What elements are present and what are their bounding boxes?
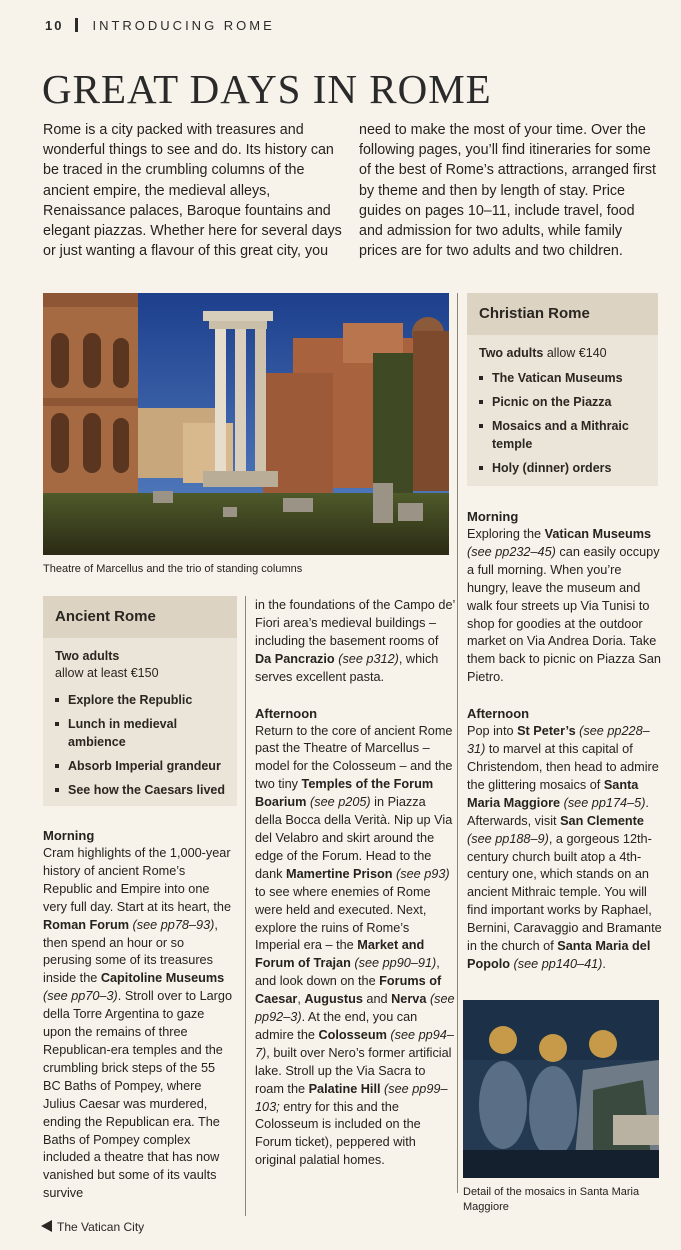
list-item: The Vatican Museums (479, 369, 646, 387)
footer-link[interactable] (41, 1220, 144, 1234)
page-number: 10 (45, 18, 64, 33)
list-item: Mosaics and a Mithraic temple (479, 417, 646, 453)
running-header (45, 18, 275, 33)
bullet-icon (479, 376, 483, 380)
bullet-icon (479, 424, 483, 428)
ancient-afternoon-text: in the foundations of the Campo de’ Fiori area’s medieval buildings – including the basement rooms of Da Pancrazio (see p312), which serves excellent pasta. Afternoon Return to the core of ancient Rome past the Theatre of Marcellus – model for the Colosseum – and the two tiny Temples of the Forum Boarium (see p205) in Piazza della Bocca della Verità. Nip up Via del Velabro and skirt around the edge of the Forum. Head to the dank Mamertine Prison (see p93) to see where enemies of Rome were held and executed. Next, explore the ruins of Rome’s Imperial era – the Market and Forum of Trajan (see pp90–91), and look down on the Forums of Caesar, Augustus and Nerva (see pp92–3). At the end, you can admire the Colosseum (see pp94–7), built over Nero’s former artificial lake. Stroll up the Via Sacra to roam the Palatine Hill (see pp99–103; entry for this and the Colosseum is included on the Forum ticket), peppered with original palatial homes. (255, 598, 455, 1168)
list-item: Holy (dinner) orders (479, 459, 646, 477)
christian-price-text: allow €140 (546, 346, 607, 360)
photo-caption-mosaic: Detail of the mosaics in Santa Maria Maggiore (463, 1186, 640, 1213)
bullet-icon (479, 466, 483, 470)
bullet-icon (55, 764, 59, 768)
afternoon-heading: Afternoon (255, 705, 318, 721)
photo-caption-main: Theatre of Marcellus and the trio of standing columns (43, 563, 303, 575)
ancient-price-label: Two adults (55, 649, 120, 663)
page-title: GREAT DAYS IN ROME (42, 66, 492, 112)
column-rule-1 (245, 596, 246, 1216)
list-item: Absorb Imperial grandeur (55, 757, 225, 775)
intro-right: need to make the most of your time. Over the following pages, you’ll find itineraries for some of the best of Rome’s attractions, arranged first by theme and then by length of stay. Price guides on pages 10–11, include travel, food and admission for two adults, while family prices are for two adults and two children. (359, 122, 656, 260)
christian-rome-box-title: Christian Rome (467, 293, 658, 335)
mosaic-photo (463, 1000, 659, 1178)
list-item: Picnic on the Piazza (479, 393, 646, 411)
list-item: Lunch in medieval ambience (55, 715, 225, 751)
bullet-icon (55, 698, 59, 702)
list-item: See how the Caesars lived (55, 781, 225, 799)
arrow-left-icon (41, 1220, 52, 1232)
christian-itinerary-text: Morning Exploring the Vatican Museums (see pp232–45) can easily occupy a full morning. When you’re hungry, leave the museum and walk four streets up Via Tunisi to shop for goodies at the outdoor market on Via Andrea Doria. Take them back to picnic on Piazza San Pietro. Afternoon Pop into St Peter’s (see pp228–31) to marvel at this capital of Christendom, then head to admire the glittering mosaics of Santa Maria Maggiore (see pp174–5). Afterwards, visit San Clemente (see pp188–9), a gorgeous 12th-century church built atop a 4th-century one, which stands on an ancient Mithraic temple. You will find important works by Raphael, Bernini, Caravaggio and Bramante in the church of Santa Maria del Popolo (see pp140–41). (467, 509, 662, 971)
column-rule-2 (457, 293, 458, 1193)
footer-link-label: The Vatican City (57, 1220, 145, 1234)
bullet-icon (479, 400, 483, 404)
header-divider (75, 18, 78, 32)
christian-price-label: Two adults (479, 346, 544, 360)
ancient-rome-box-title: Ancient Rome (43, 596, 237, 638)
intro-left: Rome is a city packed with treasures and wonderful things to see and do. Its history can be traced in the crumbling columns of the ancient empire, the medieval alleys, Renaissance palaces, Baroque fountains and elegant piazzas. Whether here for several days or just wanting a flavour of this great city, you (43, 122, 342, 260)
bullet-icon (55, 722, 59, 726)
bullet-icon (55, 788, 59, 792)
ancient-morning-text: Morning Cram highlights of the 1,000-year history of ancient Rome’s Republic and Empire into one very full day. Start at its heart, the Roman Forum (see pp78–93), then spend an hour or so perusing some of its treasures inside the Capitoline Museums (see pp70–3). Stroll over to Largo della Torre Argentina to gaze upon the remains of three Republican-era temples and the crumbling brick steps of the 55 BC Baths of Pompey, where Julius Caesar was murdered, ending the Republican era. The Baths of Pompey complex included a theatre that has now vanished but some of its vaults survive (43, 828, 233, 1201)
christian-rome-box (467, 293, 658, 486)
ancient-rome-box (43, 596, 237, 806)
morning-heading: Morning (43, 828, 95, 843)
afternoon-heading: Afternoon (467, 706, 530, 722)
list-item: Explore the Republic (55, 691, 225, 709)
section-title: INTRODUCING ROME (92, 18, 275, 33)
theatre-of-marcellus-photo (43, 293, 449, 555)
ancient-price-text: allow at least €150 (55, 666, 159, 680)
morning-heading: Morning (467, 509, 519, 524)
